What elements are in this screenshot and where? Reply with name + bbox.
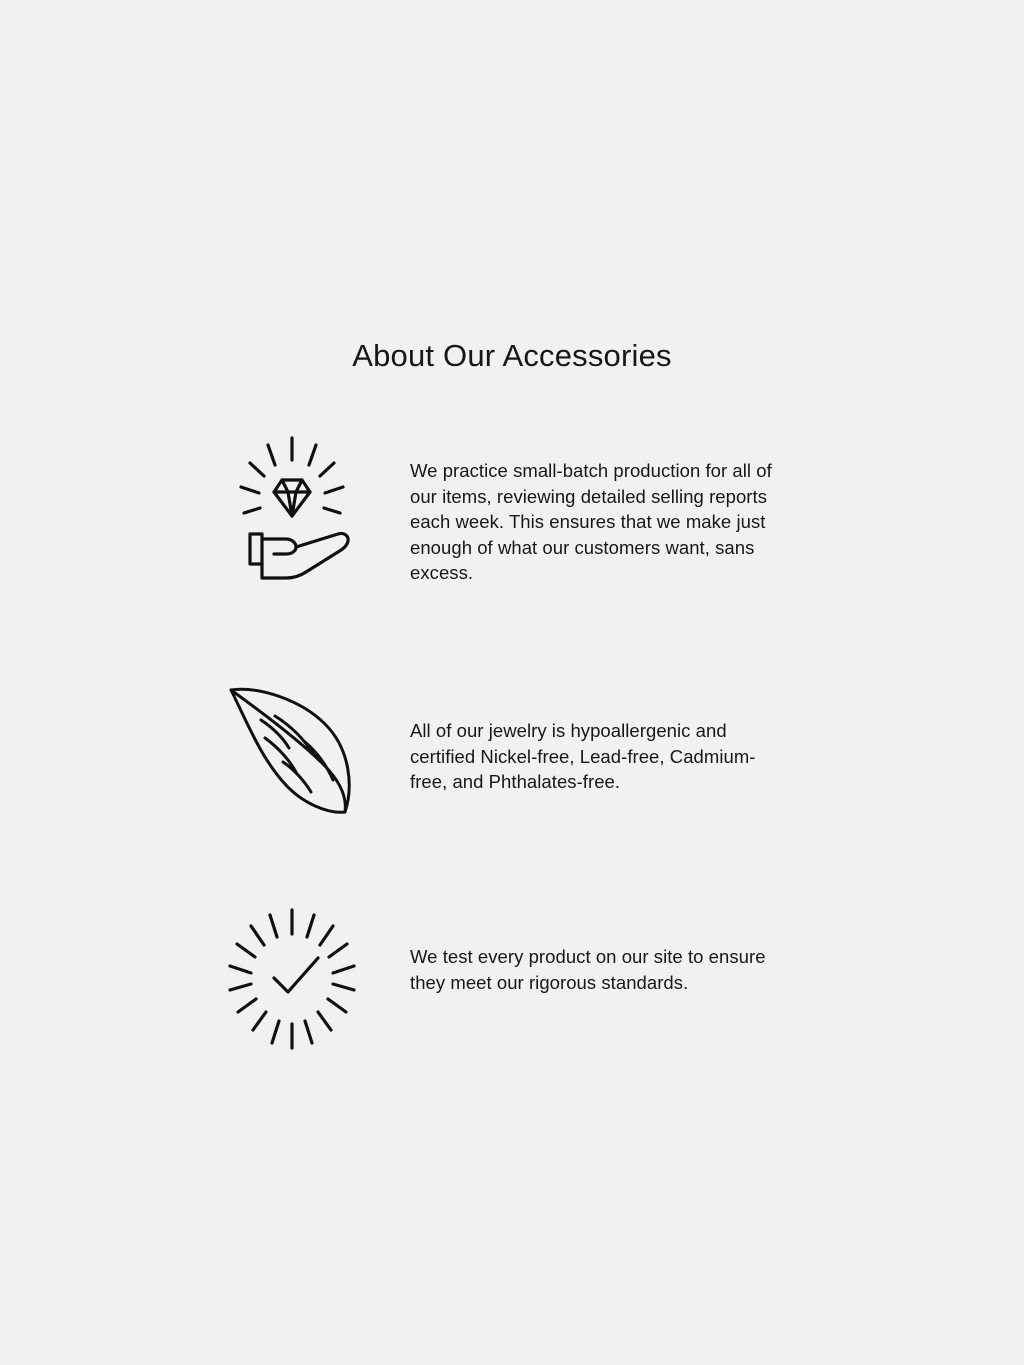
- list-item: [212, 676, 812, 826]
- list-item-label: We test every product on our site to ensure they meet our rigorous standards.: [410, 946, 766, 993]
- page-title: About Our Accessories: [352, 337, 672, 373]
- feather-icon: [212, 676, 372, 826]
- hand-holding-diamond-icon: [212, 430, 372, 590]
- list-item-label: All of our jewelry is hypoallergenic and certified Nickel-free, Lead-free, Cadmium-free, and Phthalates-free.: [410, 720, 756, 792]
- feature-list: [212, 430, 812, 1121]
- checkmark-burst-icon: [212, 904, 372, 1059]
- list-item-label: We practice small-batch production for all of our items, reviewing detailed selling reports each week. This ensures that we make just enough of what our customers want, sans excess.: [410, 460, 772, 583]
- list-item: [212, 904, 812, 1059]
- list-item: [212, 430, 812, 590]
